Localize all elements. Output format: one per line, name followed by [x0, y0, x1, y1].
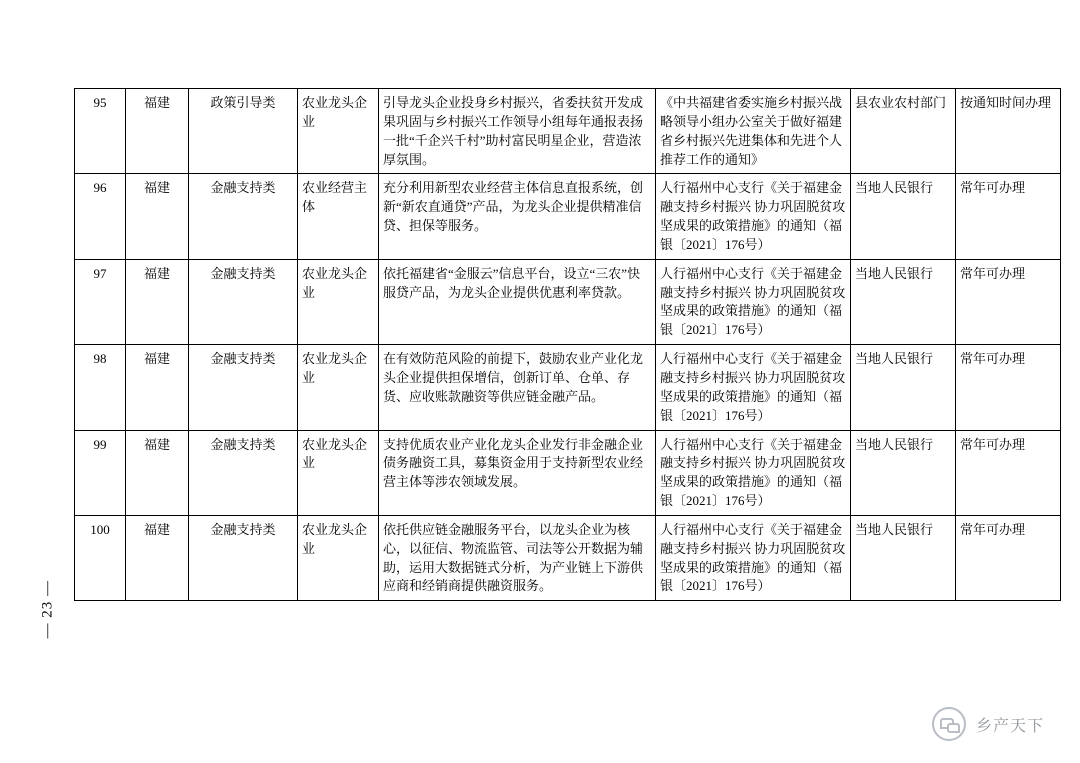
cell-province: 福建: [126, 259, 189, 344]
watermark-label: 乡产天下: [975, 717, 1044, 735]
cell-processing-time: 常年可办理: [956, 345, 1061, 430]
table-row: [75, 430, 1061, 515]
cell-no: 100: [75, 515, 126, 600]
cell-policy-type: 金融支持类: [189, 345, 298, 430]
cell-policy-content: 依托福建省“金服云”信息平台，设立“三农”快服贷产品，为龙头企业提供优惠利率贷款。: [379, 259, 656, 344]
cell-policy-document: 人行福州中心支行《关于福建金融支持乡村振兴 协力巩固脱贫攻坚成果的政策措施》的通知（福银〔2021〕176号）: [656, 430, 851, 515]
cell-implementing-org: 当地人民银行: [851, 430, 956, 515]
cell-policy-content: 充分利用新型农业经营主体信息直报系统，创新“新农直通贷”产品，为龙头企业提供精准信贷、担保等服务。: [379, 174, 656, 259]
cell-province: 福建: [126, 89, 189, 174]
cell-policy-content: 支持优质农业产业化龙头企业发行非金融企业债务融资工具，募集资金用于支持新型农业经营主体等涉农领域发展。: [379, 430, 656, 515]
table-row: [75, 345, 1061, 430]
cell-implementing-org: 当地人民银行: [851, 259, 956, 344]
cell-policy-type: 政策引导类: [189, 89, 298, 174]
cell-province: 福建: [126, 345, 189, 430]
cell-policy-type: 金融支持类: [189, 259, 298, 344]
cell-support-target: 农业龙头企业: [298, 430, 379, 515]
cell-policy-document: 人行福州中心支行《关于福建金融支持乡村振兴 协力巩固脱贫攻坚成果的政策措施》的通知（福银〔2021〕176号）: [656, 259, 851, 344]
cell-province: 福建: [126, 430, 189, 515]
cell-policy-document: 人行福州中心支行《关于福建金融支持乡村振兴 协力巩固脱贫攻坚成果的政策措施》的通知（福银〔2021〕176号）: [656, 515, 851, 600]
table-row: [75, 89, 1061, 174]
cell-province: 福建: [126, 174, 189, 259]
cell-policy-type: 金融支持类: [189, 515, 298, 600]
cell-policy-document: 人行福州中心支行《关于福建金融支持乡村振兴 协力巩固脱贫攻坚成果的政策措施》的通知（福银〔2021〕176号）: [656, 345, 851, 430]
cell-no: 98: [75, 345, 126, 430]
cell-support-target: 农业龙头企业: [298, 515, 379, 600]
cell-implementing-org: 当地人民银行: [851, 345, 956, 430]
cell-no: 97: [75, 259, 126, 344]
cell-no: 95: [75, 89, 126, 174]
cell-processing-time: 常年可办理: [956, 430, 1061, 515]
cell-support-target: 农业龙头企业: [298, 89, 379, 174]
cell-support-target: 农业经营主体: [298, 174, 379, 259]
cell-policy-document: 《中共福建省委实施乡村振兴战略领导小组办公室关于做好福建省乡村振兴先进集体和先进个人推荐工作的通知》: [656, 89, 851, 174]
wechat-icon: [932, 707, 966, 741]
table-row: [75, 515, 1061, 600]
cell-policy-content: 在有效防范风险的前提下，鼓励农业产业化龙头企业提供担保增信，创新订单、仓单、存货、应收账款融资等供应链金融产品。: [379, 345, 656, 430]
watermark-badge: [932, 707, 1044, 741]
cell-policy-type: 金融支持类: [189, 430, 298, 515]
cell-support-target: 农业龙头企业: [298, 345, 379, 430]
cell-processing-time: 常年可办理: [956, 259, 1061, 344]
cell-support-target: 农业龙头企业: [298, 259, 379, 344]
cell-no: 96: [75, 174, 126, 259]
cell-policy-content: 引导龙头企业投身乡村振兴，省委扶贫开发成果巩固与乡村振兴工作领导小组每年通报表扬一批“千企兴千村”助村富民明星企业，营造浓厚氛围。: [379, 89, 656, 174]
cell-no: 99: [75, 430, 126, 515]
page-number: — 23 —: [39, 580, 56, 639]
table-row: [75, 259, 1061, 344]
cell-implementing-org: 县农业农村部门: [851, 89, 956, 174]
cell-policy-document: 人行福州中心支行《关于福建金融支持乡村振兴 协力巩固脱贫攻坚成果的政策措施》的通知（福银〔2021〕176号）: [656, 174, 851, 259]
cell-processing-time: 常年可办理: [956, 515, 1061, 600]
cell-policy-content: 依托供应链金融服务平台，以龙头企业为核心，以征信、物流监管、司法等公开数据为辅助，运用大数据链式分析，为产业链上下游供应商和经销商提供融资服务。: [379, 515, 656, 600]
policy-table: [74, 88, 1061, 601]
cell-processing-time: 常年可办理: [956, 174, 1061, 259]
cell-province: 福建: [126, 515, 189, 600]
cell-implementing-org: 当地人民银行: [851, 515, 956, 600]
cell-processing-time: 按通知时间办理: [956, 89, 1061, 174]
cell-implementing-org: 当地人民银行: [851, 174, 956, 259]
cell-policy-type: 金融支持类: [189, 174, 298, 259]
table-row: [75, 174, 1061, 259]
